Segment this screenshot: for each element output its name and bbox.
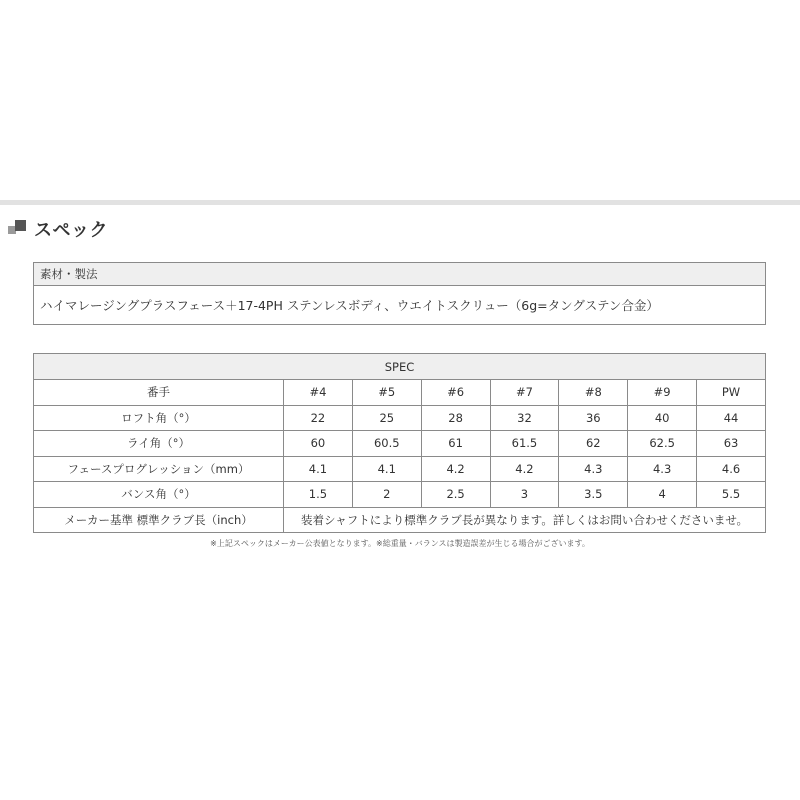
heading-bullet-icon: [8, 220, 28, 238]
table-row: [34, 456, 766, 482]
table-row: [34, 380, 766, 406]
table-cell: 5.5: [697, 482, 766, 508]
table-cell: PW: [697, 380, 766, 406]
table-cell: 61.5: [490, 431, 559, 457]
row-label: フェースプログレッション（mm）: [34, 456, 284, 482]
table-cell: 4.3: [628, 456, 697, 482]
top-divider: [0, 200, 800, 205]
table-cell: 4.3: [559, 456, 628, 482]
table-cell: 44: [697, 405, 766, 431]
table-cell: 2: [352, 482, 421, 508]
table-cell: #6: [421, 380, 490, 406]
material-table: [33, 262, 766, 325]
table-cell: 61: [421, 431, 490, 457]
table-cell: 40: [628, 405, 697, 431]
spec-caption: SPEC: [34, 354, 766, 380]
row-label: バンス角（°）: [34, 482, 284, 508]
table-cell: 36: [559, 405, 628, 431]
table-row: [34, 431, 766, 457]
table-row: [34, 482, 766, 508]
table-cell: 2.5: [421, 482, 490, 508]
row-label: ロフト角（°）: [34, 405, 284, 431]
table-cell: 60: [284, 431, 353, 457]
table-cell: 25: [352, 405, 421, 431]
table-cell: 4.1: [284, 456, 353, 482]
table-cell: #5: [352, 380, 421, 406]
table-cell: 60.5: [352, 431, 421, 457]
club-length-note: 装着シャフトにより標準クラブ長が異なります。詳しくはお問い合わせくださいませ。: [284, 507, 766, 533]
table-cell: 28: [421, 405, 490, 431]
table-cell: 4: [628, 482, 697, 508]
spec-table: [33, 353, 766, 533]
table-cell: 63: [697, 431, 766, 457]
table-cell: 4.6: [697, 456, 766, 482]
row-label: メーカー基準 標準クラブ長（inch）: [34, 507, 284, 533]
table-cell: 3: [490, 482, 559, 508]
table-cell: #8: [559, 380, 628, 406]
section-title: スペック: [34, 220, 108, 241]
section-heading: [8, 216, 108, 242]
table-cell: 4.1: [352, 456, 421, 482]
table-cell: 22: [284, 405, 353, 431]
footnote: ※上記スペックはメーカー公表値となります。※総重量・バランスは製造誤差が生じる場合がございます。: [210, 539, 590, 548]
table-cell: 62.5: [628, 431, 697, 457]
row-label: 番手: [34, 380, 284, 406]
row-label: ライ角（°）: [34, 431, 284, 457]
table-cell: 4.2: [421, 456, 490, 482]
table-cell: #4: [284, 380, 353, 406]
table-cell: 4.2: [490, 456, 559, 482]
table-row: [34, 405, 766, 431]
table-cell: 3.5: [559, 482, 628, 508]
table-cell: 32: [490, 405, 559, 431]
table-row: [34, 507, 766, 533]
material-header: 素材・製法: [34, 263, 766, 286]
material-text: ハイマレージングプラスフェース＋17-4PH ステンレスボディ、ウエイトスクリュー（6g=タングステン合金）: [34, 286, 766, 325]
table-cell: 1.5: [284, 482, 353, 508]
table-cell: 62: [559, 431, 628, 457]
table-cell: #7: [490, 380, 559, 406]
table-cell: #9: [628, 380, 697, 406]
